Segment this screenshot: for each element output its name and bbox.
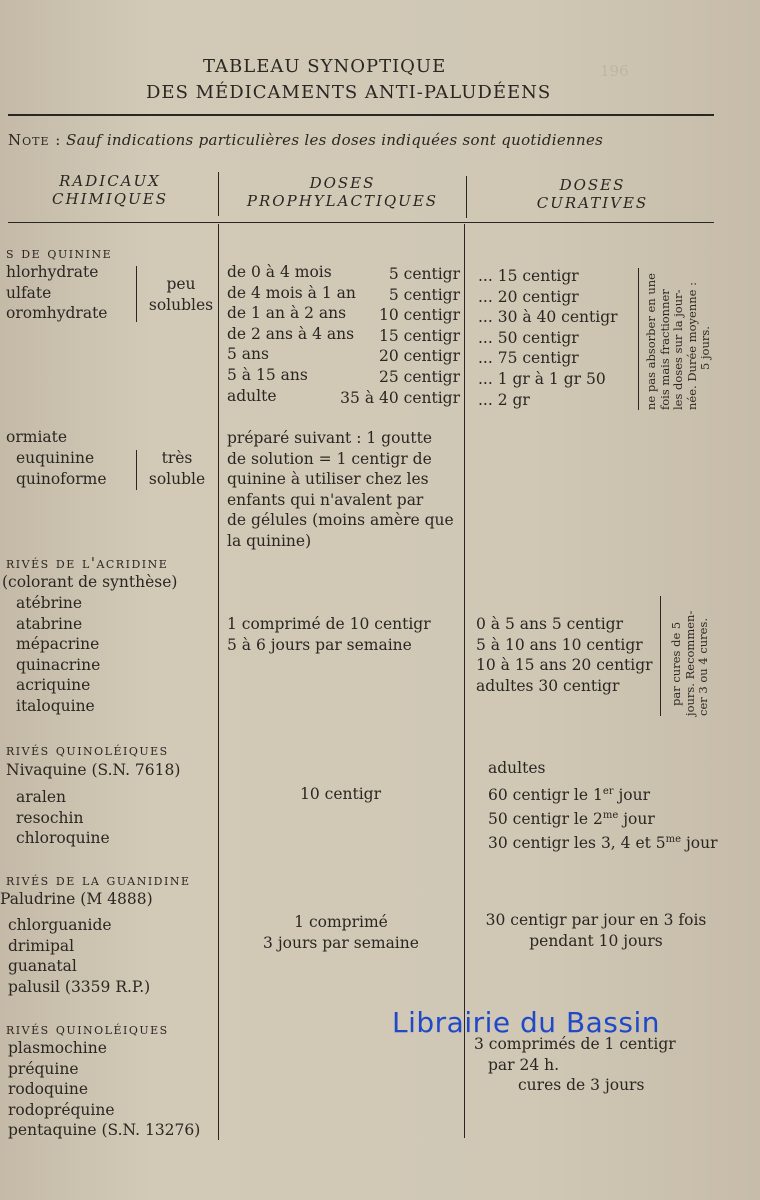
compound-name: quinacrine	[16, 655, 101, 674]
cur-line: 5 à 10 ans 10 centigr	[476, 635, 643, 654]
section-quinoleiques-2-heading: rivés quinoléiques	[6, 1020, 169, 1038]
side-note-line: par cures de 5	[669, 621, 683, 706]
header-col2	[220, 174, 465, 210]
header-col1	[20, 172, 200, 208]
compound-name: euquinine	[16, 449, 95, 467]
compound-name: rodopréquine	[8, 1100, 115, 1119]
section-acridine-subheading: (colorant de synthèse)	[2, 573, 178, 591]
dose: ... 20 centigr	[478, 287, 579, 306]
nivaquine-cur	[488, 782, 718, 853]
section-guanidine-subheading: Paludrine (M 4888)	[0, 890, 153, 908]
cur-line: 10 à 15 ans 20 centigr	[476, 656, 653, 675]
solubility-label	[146, 274, 216, 315]
dose: 35 à 40 centigr	[340, 388, 460, 407]
header-divider-2	[466, 176, 467, 218]
section-quinoleiques-subheading: Nivaquine (S.N. 7618)	[6, 761, 181, 779]
cur-line	[488, 782, 718, 806]
cur-line-text: 50 centigr le $2^{me}$ jour	[488, 809, 655, 828]
watermark-logo: Librairie du Bassin	[392, 1006, 661, 1039]
solubility-line1: très	[161, 449, 193, 467]
dose: 25 centigr	[378, 367, 460, 386]
section-guanidine-heading: rivés de la guanidine	[6, 871, 191, 889]
side-note-line: cer 3 ou 4 cures.	[696, 617, 710, 716]
header-col1-line2: CHIMIQUES	[52, 190, 168, 208]
dose: ... 2 gr	[478, 390, 530, 409]
age-range: de 0 à 4 mois	[227, 263, 332, 281]
proph-line: enfants qui n'avalent par	[227, 490, 424, 509]
solubility-line2: solubles	[148, 295, 214, 314]
section-quinine-names	[6, 262, 107, 324]
header-col3-line2: CURATIVES	[536, 194, 649, 212]
proph-line: préparé suivant : 1 goutte	[227, 429, 433, 447]
column-divider-2	[464, 224, 465, 1138]
quinine-proph-doses	[320, 264, 460, 408]
compound-name: pentaquine (S.N. 13276)	[8, 1121, 201, 1140]
proph-line: 5 à 6 jours par semaine	[227, 635, 412, 654]
note-label: Note :	[8, 131, 62, 149]
section-quinoleiques-names	[16, 787, 110, 849]
side-note-line: jours. Recommen-	[682, 610, 697, 716]
compound-name: palusil (3359 R.P.)	[8, 977, 151, 996]
age-range: de 4 mois à 1 an	[227, 283, 356, 302]
proph-line: 3 jours par semaine	[263, 933, 419, 952]
solubility-line1: peu	[166, 275, 196, 293]
compound-name: atébrine	[16, 594, 83, 612]
title-line-1: TABLEAU SYNOPTIQUE	[203, 56, 447, 77]
compound-name: italoquine	[16, 696, 95, 715]
header-col1-line1: RADICAUX	[59, 172, 161, 190]
dose: ... 30 à 40 centigr	[478, 308, 618, 327]
side-note-bracket	[638, 268, 639, 410]
compound-name: resochin	[16, 808, 84, 827]
acridine-proph	[227, 614, 431, 655]
top-rule	[8, 114, 714, 116]
proph-line: quinine à utiliser chez les	[227, 470, 429, 489]
solubility-bracket	[136, 266, 137, 322]
header-col3	[470, 176, 715, 212]
cur-line-text: 30 centigr les 3, 4 et $5^{me}$ jour	[488, 833, 718, 852]
cur-line: 3 comprimés de 1 centigr	[474, 1035, 676, 1053]
formiate-proph	[227, 428, 454, 552]
plasmochine-cur	[474, 1034, 676, 1096]
cur-line	[488, 806, 718, 830]
side-note-line: née. Durée moyenne :	[684, 282, 699, 410]
header-divider-1	[218, 172, 219, 216]
age-range: adulte	[227, 386, 277, 405]
compound-name: chlorguanide	[8, 916, 112, 934]
proph-line: la quinine)	[227, 531, 312, 550]
age-range: 5 à 15 ans	[227, 365, 308, 384]
nivaquine-proph: 10 centigr	[300, 785, 382, 803]
cur-line: par 24 h.	[488, 1055, 560, 1074]
compound-name: mépacrine	[16, 635, 100, 654]
title-line-2: DES MÉDICAMENTS ANTI-PALUDÉENS	[146, 82, 552, 103]
quinine-cur-doses	[478, 266, 618, 410]
age-range: de 2 ans à 4 ans	[227, 324, 355, 343]
compound-name: aralen	[16, 788, 67, 806]
section-guanidine-names	[8, 915, 150, 997]
section-formiate-names	[16, 448, 107, 489]
column-divider-1	[218, 224, 219, 1140]
header-rule	[8, 222, 714, 223]
side-note-line: les doses sur la jour-	[671, 289, 685, 410]
cur-line	[488, 830, 718, 854]
dose: ... 50 centigr	[478, 328, 579, 347]
compound-name: acriquine	[16, 676, 91, 695]
compound-name: plasmochine	[8, 1039, 107, 1057]
compound-name: guanatal	[8, 957, 77, 976]
dose: 15 centigr	[378, 326, 460, 345]
dose: 20 centigr	[378, 347, 460, 366]
cur-line: 30 centigr par jour en 3 fois	[485, 911, 707, 929]
section-quinoleiques-2-names	[8, 1038, 200, 1141]
solubility-bracket	[136, 450, 137, 490]
compound-name: ulfate	[6, 283, 52, 302]
dose: ... 75 centigr	[478, 349, 579, 368]
side-note-line: 5 jours.	[698, 326, 712, 370]
side-note-bracket	[660, 596, 661, 716]
dose: 5 centigr	[388, 265, 460, 283]
side-note-line: fois mais fractionner	[657, 289, 672, 410]
dose: ... 1 gr à 1 gr 50	[478, 369, 606, 388]
header-col3-line1: DOSES	[559, 176, 626, 194]
cur-line: cures de 3 jours	[518, 1076, 645, 1095]
compound-name: atabrine	[16, 614, 83, 633]
compound-name: drimipal	[8, 936, 75, 955]
solubility-line2: soluble	[148, 469, 206, 488]
age-range: 5 ans	[227, 345, 269, 364]
cur-line: adultes 30 centigr	[476, 676, 620, 695]
side-note-line: ne pas absorber en une	[644, 273, 658, 410]
solubility-label	[144, 448, 210, 489]
section-acridine-names	[16, 593, 100, 717]
proph-line: de gélules (moins amère que	[227, 511, 454, 530]
compound-name: rodoquine	[8, 1080, 89, 1099]
note	[8, 131, 603, 149]
section-quinoleiques-heading: rivés quinoléiques	[6, 741, 169, 759]
age-range: de 1 an à 2 ans	[227, 304, 347, 323]
section-quinine-heading: s de quinine	[6, 244, 113, 262]
dose: ... 15 centigr	[478, 267, 579, 285]
dose: 5 centigr	[388, 285, 460, 304]
header-col2-line1: DOSES	[309, 174, 376, 192]
acridine-cur	[476, 614, 653, 696]
compound-name: quinoforme	[16, 469, 107, 488]
compound-name: préquine	[8, 1059, 79, 1078]
note-text: Sauf indications particulières les doses indiquées sont quotidiennes	[66, 131, 604, 149]
section-formiate-heading: ormiate	[6, 428, 68, 446]
compound-name: chloroquine	[16, 829, 110, 848]
section-acridine-heading: rivés de l'acridine	[6, 554, 169, 572]
header-col2-line2: PROPHYLACTIQUES	[246, 192, 439, 210]
paludrine-cur	[476, 910, 716, 951]
quinine-side-note	[645, 273, 713, 410]
paludrine-proph	[226, 912, 456, 953]
proph-line: 1 comprimé de 10 centigr	[227, 615, 431, 633]
page-number: 196	[600, 62, 629, 80]
cur-line: 0 à 5 ans 5 centigr	[476, 615, 623, 633]
dose: 10 centigr	[378, 306, 460, 325]
cur-line-text: 60 centigr le 1er jour	[488, 786, 651, 805]
proph-line: de solution = 1 centigr de	[227, 449, 432, 468]
proph-line: 1 comprimé	[294, 913, 388, 931]
compound-name: hlorhydrate	[6, 263, 99, 281]
compound-name: oromhydrate	[6, 304, 108, 323]
cur-line: pendant 10 jours	[529, 931, 663, 950]
nivaquine-cur-heading: adultes	[488, 759, 546, 777]
acridine-side-note	[670, 611, 711, 716]
